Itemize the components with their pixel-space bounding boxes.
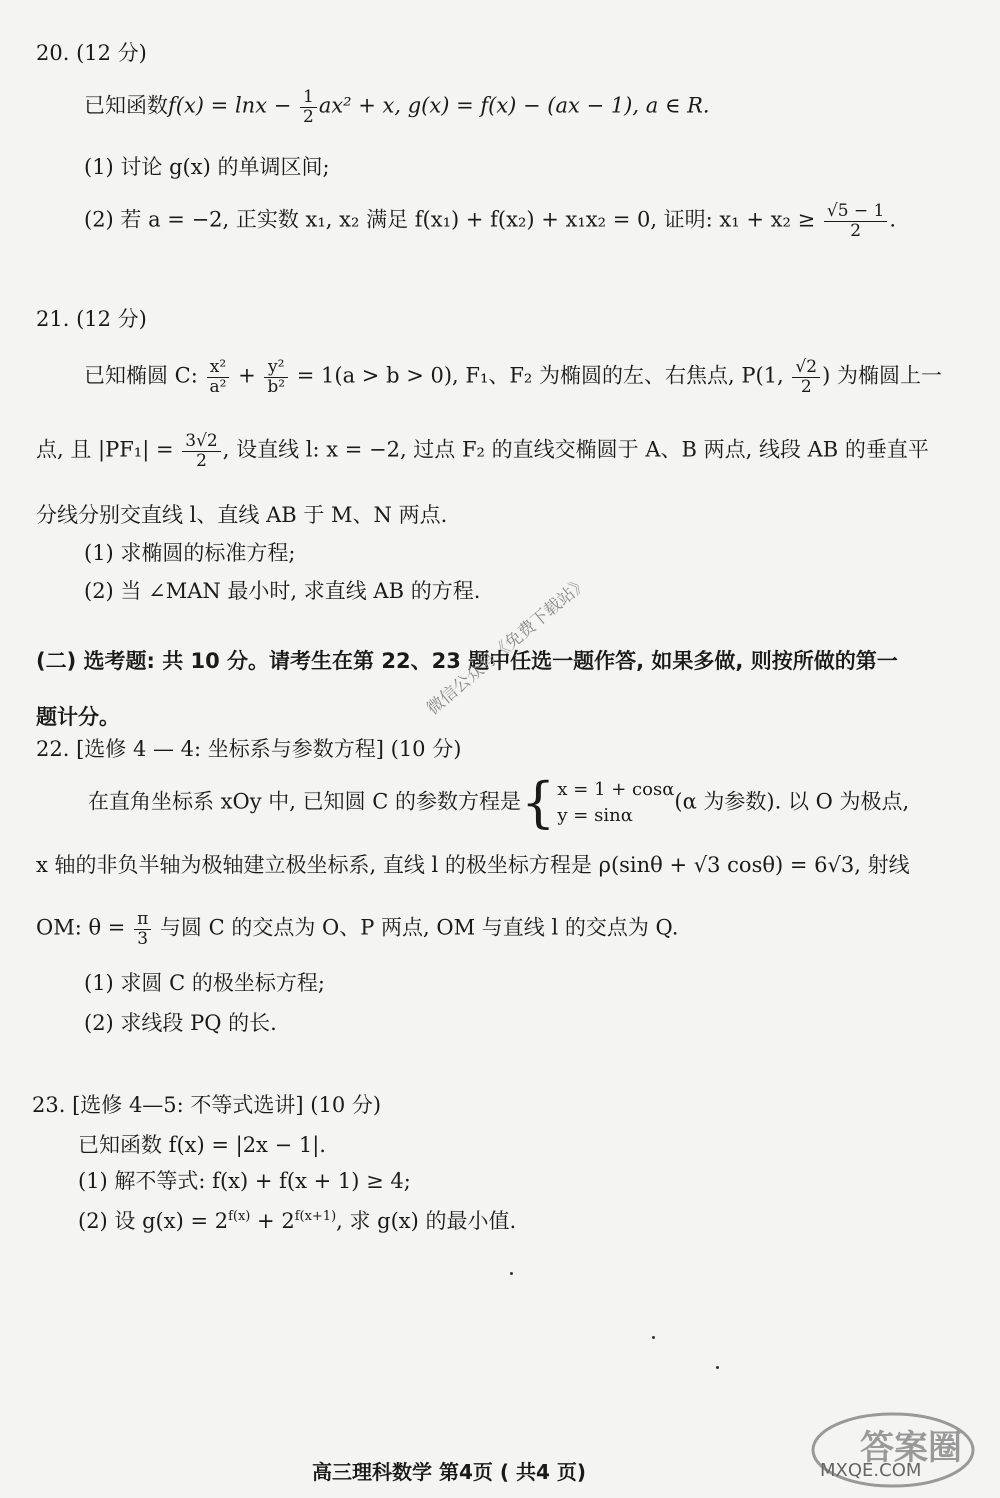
q21-line3: 分线分别交直线 l、直线 AB 于 M、N 两点. [36, 503, 448, 527]
q22-line2: x 轴的非负半轴为极轴建立极坐标系, 直线 l 的极坐标方程是 ρ(sinθ + √3 cosθ) = 6√3, 射线 [36, 853, 910, 877]
page-footer: 高三理科数学 第4页 ( 共4 页) [312, 1460, 586, 1484]
q21-part2: (2) 当 ∠MAN 最小时, 求直线 AB 的方程. [84, 579, 481, 603]
section2-line2: 题计分。 [36, 705, 120, 729]
fraction: $\frac{3√2}{2}$ [182, 432, 220, 470]
fraction: $\frac{√5 - 1}{2}$ [824, 202, 888, 240]
parametric-system: { x = 1 + cosα y = sinα [521, 771, 675, 834]
scan-dot [510, 1272, 513, 1275]
fraction: $\frac{\text{x²}}{\text{a²}}$ [207, 358, 230, 396]
section2-line1: (二) 选考题: 共 10 分。请考生在第 22、23 题中任选一题作答, 如果多做, 则按所做的第一 [36, 649, 898, 673]
fraction: $\frac{√2}{2}$ [792, 358, 820, 396]
q21-part1: (1) 求椭圆的标准方程; [84, 541, 296, 565]
q23-part1: (1) 解不等式: f(x) + f(x + 1) ≥ 4; [78, 1169, 411, 1193]
q20-part2: (2) 若 a = −2, 正实数 x₁, x₂ 满足 f(x₁) + f(x₂) + x₁x₂ = 0, 证明: x₁ + x₂ ≥ $\frac{√5 - 1}{2}$ . [84, 201, 897, 241]
fraction: $\frac{\pi}{3}$ [134, 910, 151, 948]
q20-header: 20. (12 分) [36, 41, 147, 65]
q23-header: 23. [选修 4—5: 不等式选讲] (10 分) [32, 1093, 382, 1117]
q21-line2: 点, 且 |PF₁| = $\frac{3√2}{2}$ , 设直线 l: x = −2, 过点 F₂ 的直线交椭圆于 A、B 两点, 线段 AB 的垂直平 [36, 431, 929, 471]
q22-part2: (2) 求线段 PQ 的长. [84, 1011, 277, 1035]
watermark: 微信公众号《免费下载站》 [423, 572, 593, 720]
q21-ellipse-line: 已知椭圆 C: $\frac{\text{x²}}{\text{a²}}$ + $\frac{\text{y²}}{\text{b²}}$ = 1(a > b > 0), F₁、F₂ 为椭圆的左、右焦点, P(1, $\frac{√2}{2}$ ) 为椭圆上一 [84, 357, 942, 397]
q22-line3: OM: θ = $\frac{\pi}{3}$ 与圆 C 的交点为 O、P 两点, OM 与直线 l 的交点为 Q. [36, 909, 679, 949]
q23-part2: (2) 设 $g(x) = 2^{f(x)} + 2^{f(x+1)}$, 求 g(x) 的最小值. [78, 1209, 517, 1233]
q20-function-definition: 已知函数f(x) = lnx − $\frac{1}{2}$ ax² + x, g(x) = f(x) − (ax − 1), a ∈ R. [84, 87, 710, 127]
q20-part1: (1) 讨论 g(x) 的单调区间; [84, 155, 330, 179]
stamp-title: 答案圈 [860, 1428, 962, 1468]
scan-dot [716, 1366, 719, 1369]
fraction: $\frac{\text{y²}}{\text{b²}}$ [264, 358, 288, 396]
q23-line1: 已知函数 f(x) = |2x − 1|. [78, 1133, 326, 1157]
stamp-url: MXQE.COM [820, 1460, 922, 1481]
q21-header: 21. (12 分) [36, 307, 147, 331]
q22-header: 22. [选修 4 — 4: 坐标系与参数方程] (10 分) [36, 737, 462, 761]
scan-dot [652, 1336, 655, 1339]
fraction: $\frac{1}{2}$ [300, 88, 317, 126]
q22-part1: (1) 求圆 C 的极坐标方程; [84, 971, 325, 995]
q22-line1: 在直角坐标系 xOy 中, 已知圆 C 的参数方程是 { x = 1 + cosα y = sinα (α 为参数). 以 O 为极点, [88, 771, 910, 834]
